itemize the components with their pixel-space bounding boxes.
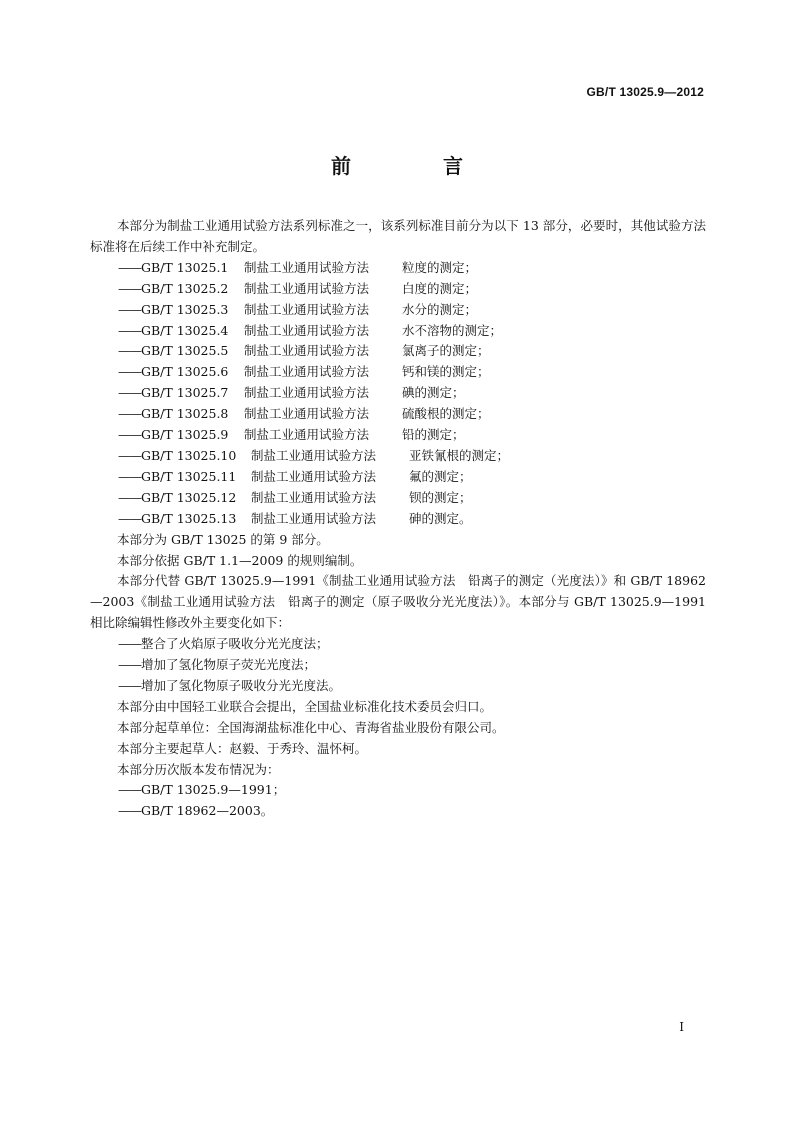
part-subject: 氟的测定； [409, 468, 472, 484]
part-subject: 水分的测定； [402, 301, 478, 317]
page-number: I [679, 1020, 684, 1034]
dash: —— [118, 259, 141, 275]
list-item [90, 300, 706, 321]
part-subject: 碘的测定； [402, 385, 465, 401]
dash: —— [118, 343, 141, 359]
header-std-code: GB/T 13025.9—2012 [586, 85, 704, 99]
dash: —— [118, 489, 141, 505]
intro-paragraph: 本部分为制盐工业通用试验方法系列标准之一，该系列标准目前分为以下 13 部分，必要时，其他试验方法标准将在后续工作中补充制定。 [90, 218, 706, 254]
drafting-units-paragraph: 本部分起草单位：全国海湖盐标准化中心、青海省盐业股份有限公司。 [117, 719, 505, 735]
part-subject: 水不溶物的测定； [402, 322, 503, 338]
list-item [90, 780, 706, 801]
part-code: GB/T 13025.11 [141, 468, 237, 484]
page-title: 前 言 [331, 154, 499, 178]
part-code: GB/T 13025.9 [141, 427, 229, 443]
part-title: 制盐工业通用试验方法 [244, 280, 370, 296]
part-code: GB/T 13025.8 [141, 406, 229, 422]
list-item [90, 801, 706, 822]
part-title: 制盐工业通用试验方法 [244, 427, 370, 443]
part-code: GB/T 13025.12 [141, 489, 237, 505]
dash: —— [118, 406, 141, 422]
list-item [90, 279, 706, 300]
part-title: 制盐工业通用试验方法 [244, 406, 370, 422]
part-title: 制盐工业通用试验方法 [244, 322, 370, 338]
dash: —— [118, 364, 141, 380]
part-code: GB/T 13025.3 [141, 301, 229, 317]
part-title: 制盐工业通用试验方法 [251, 447, 377, 463]
dash: —— [118, 803, 141, 819]
dash: —— [118, 468, 141, 484]
part-title: 制盐工业通用试验方法 [244, 364, 370, 380]
parts-list [90, 258, 706, 530]
dash: —— [118, 447, 141, 463]
dash: —— [118, 280, 141, 296]
drafters-paragraph: 本部分主要起草人：赵毅、于秀玲、温怀柯。 [117, 740, 368, 756]
part-title: 制盐工业通用试验方法 [244, 343, 370, 359]
part-title: 制盐工业通用试验方法 [244, 301, 370, 317]
part-code: GB/T 13025.5 [141, 343, 229, 359]
dash: —— [118, 782, 141, 798]
history-intro-paragraph: 本部分历次版本发布情况为： [117, 761, 280, 777]
foreword-body [90, 216, 706, 822]
history-list [90, 780, 706, 822]
part-code: GB/T 13025.2 [141, 280, 229, 296]
part-code: GB/T 13025.7 [141, 385, 229, 401]
part-subject: 白度的测定； [402, 280, 478, 296]
dash: —— [118, 427, 141, 443]
dash: —— [118, 385, 141, 401]
part-subject: 亚铁氰根的测定； [409, 447, 510, 463]
part-title: 制盐工业通用试验方法 [244, 259, 370, 275]
part-code: GB/T 13025.1 [141, 259, 229, 275]
list-item [90, 446, 706, 467]
history-text: GB/T 18962—2003。 [141, 803, 274, 819]
list-item [90, 467, 706, 488]
part-code: GB/T 13025.13 [141, 510, 237, 526]
list-item [90, 676, 706, 697]
change-text: 增加了氢化物原子吸收分光光度法。 [141, 677, 342, 693]
list-item [90, 383, 706, 404]
part-subject: 钡的测定； [409, 489, 472, 505]
part-title: 制盐工业通用试验方法 [251, 489, 377, 505]
drafting-rules-paragraph: 本部分依据 GB/T 1.1—2009 的规则编制。 [117, 552, 363, 568]
list-item [90, 655, 706, 676]
dash: —— [118, 677, 141, 693]
part-subject: 硫酸根的测定； [402, 406, 490, 422]
list-item [90, 509, 706, 530]
list-item [90, 634, 706, 655]
proposed-by-paragraph: 本部分由中国轻工业联合会提出，全国盐业标准化技术委员会归口。 [117, 698, 493, 714]
list-item [90, 425, 706, 446]
history-text: GB/T 13025.9—1991； [141, 782, 286, 798]
list-item [90, 404, 706, 425]
part-code: GB/T 13025.4 [141, 322, 229, 338]
dash: —— [118, 322, 141, 338]
list-item [90, 488, 706, 509]
replaces-paragraph: 本部分代替 GB/T 13025.9—1991《制盐工业通用试验方法 铅离子的测定（光度法）》和 GB/T 18962—2003《制盐工业通用试验方法 铅离子的测定（原子吸收分光光度法）》。本部分与 GB/T 13025.9—1991 相比除编辑性修改外主要变化如下： [90, 573, 706, 631]
list-item [90, 341, 706, 362]
dash: —— [118, 636, 141, 652]
change-text: 增加了氢化物原子荧光光度法； [141, 657, 317, 673]
part-subject: 钙和镁的测定； [402, 364, 490, 380]
part-code: GB/T 13025.10 [141, 447, 237, 463]
dash: —— [118, 301, 141, 317]
part-subject: 氯离子的测定； [402, 343, 490, 359]
change-text: 整合了火焰原子吸收分光光度法； [141, 636, 329, 652]
part-subject: 铅的测定； [402, 427, 465, 443]
list-item [90, 258, 706, 279]
part-subject: 粒度的测定； [402, 259, 478, 275]
list-item [90, 362, 706, 383]
part-of-paragraph: 本部分为 GB/T 13025 的第 9 部分。 [117, 531, 329, 547]
part-code: GB/T 13025.6 [141, 364, 229, 380]
changes-list [90, 634, 706, 697]
dash: —— [118, 657, 141, 673]
part-title: 制盐工业通用试验方法 [251, 468, 377, 484]
dash: —— [118, 510, 141, 526]
list-item [90, 321, 706, 342]
part-title: 制盐工业通用试验方法 [251, 510, 377, 526]
part-subject: 砷的测定。 [409, 510, 472, 526]
part-title: 制盐工业通用试验方法 [244, 385, 370, 401]
